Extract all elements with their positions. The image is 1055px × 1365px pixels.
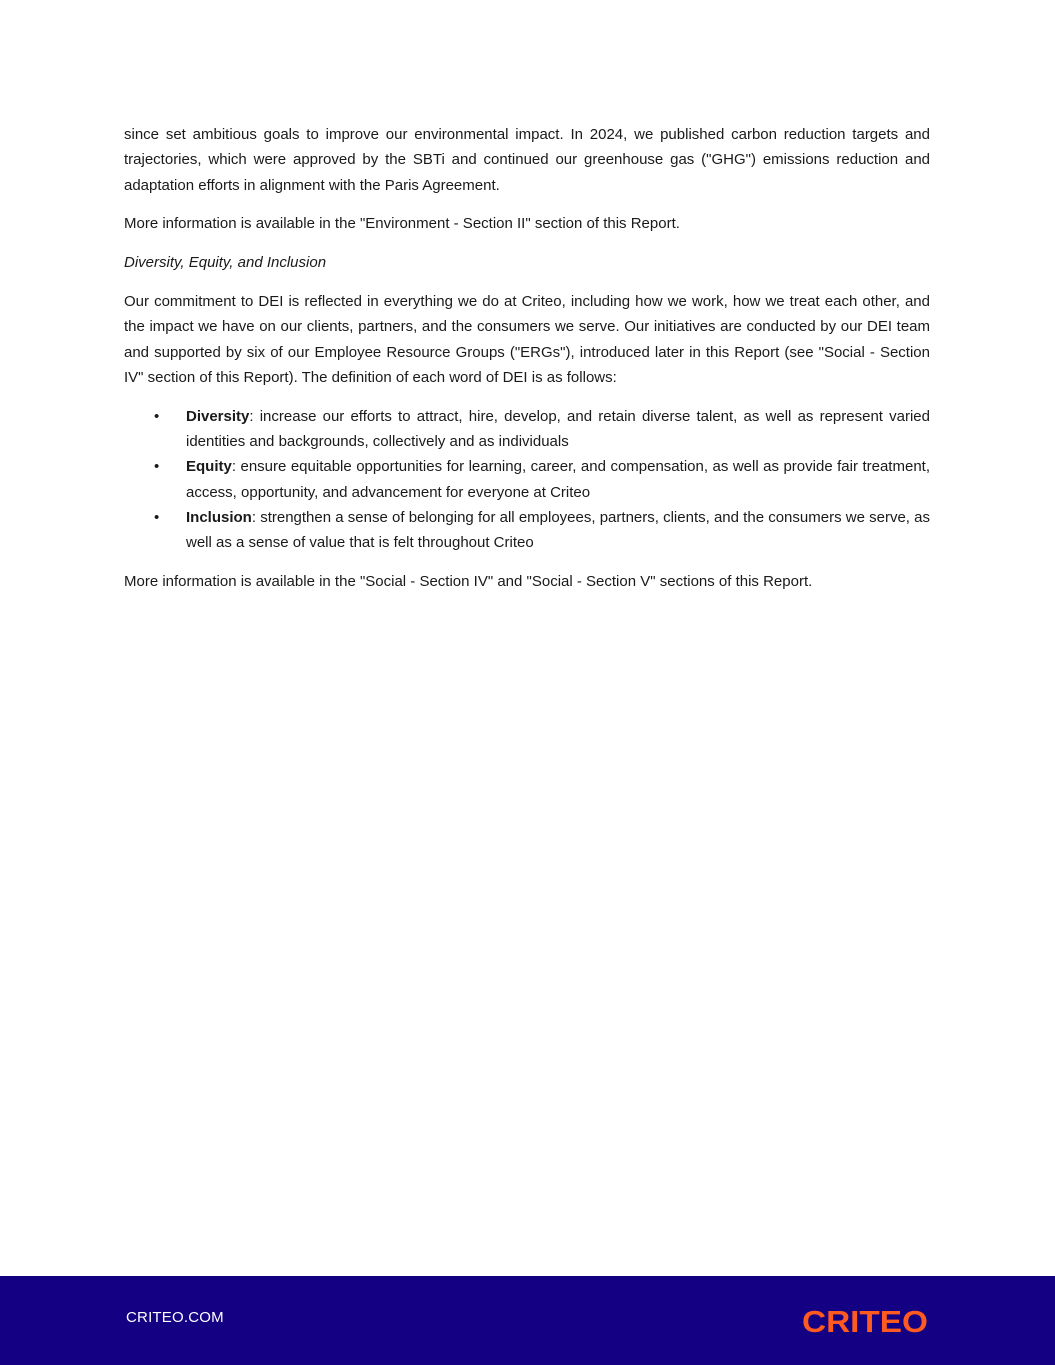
- bullet-text: : ensure equitable opportunities for learning, career, and compensation, as well as provide fair treatment, access, opportunity, and advancement for everyone at Criteo: [186, 458, 930, 501]
- report-body: [124, 122, 930, 608]
- criteo-logo: [801, 1306, 929, 1336]
- paragraph-environment-reference: More information is available in the "Environment - Section II" section of this Report.: [124, 215, 680, 233]
- paragraph-dei-commitment: Our commitment to DEI is reflected in everything we do at Criteo, including how we work, how we treat each other, and the impact we have on our clients, partners, and the consumers we serve. Our initiatives are conducted by our DEI team and supported by six of our Employee Resource Groups ("ERGs"), introduced later in this Report (see "Social - Section IV" section of this Report). The definition of each word of DEI is as follows:: [124, 292, 930, 386]
- dei-definition-list: [124, 404, 930, 556]
- bullet-marker: •: [154, 407, 160, 425]
- paragraph-social-reference: More information is available in the "Social - Section IV" and "Social - Section V" sections of this Report.: [124, 572, 813, 590]
- bullet-marker: •: [154, 508, 160, 526]
- bullet-term: Inclusion: [186, 508, 252, 526]
- list-item: [124, 454, 930, 505]
- bullet-text: : strengthen a sense of belonging for all employees, partners, clients, and the consumers we serve, as well as a sense of value that is felt throughout Criteo: [186, 508, 930, 552]
- page-footer: [0, 1276, 1055, 1365]
- bullet-term: Diversity: [186, 407, 250, 425]
- bullet-term: Equity: [186, 458, 232, 476]
- paragraph-environment-goals: since set ambitious goals to improve our environmental impact. In 2024, we published carbon reduction targets and trajectories, which were approved by the SBTi and continued our greenhouse gas ("GHG") emissions reduction and adaptation efforts in alignment with the Paris Agreement.: [124, 126, 930, 194]
- criteo-logo-text: CRITEO: [802, 1306, 928, 1336]
- bullet-marker: •: [154, 458, 160, 476]
- list-item: [124, 404, 930, 455]
- section-subheading: Diversity, Equity, and Inclusion: [124, 254, 327, 272]
- footer-website-link[interactable]: CRITEO.COM: [126, 1309, 224, 1326]
- list-item: [124, 505, 930, 556]
- bullet-text: : increase our efforts to attract, hire, develop, and retain diverse talent, as well as represent varied identities and backgrounds, collectively and as individuals: [186, 407, 930, 450]
